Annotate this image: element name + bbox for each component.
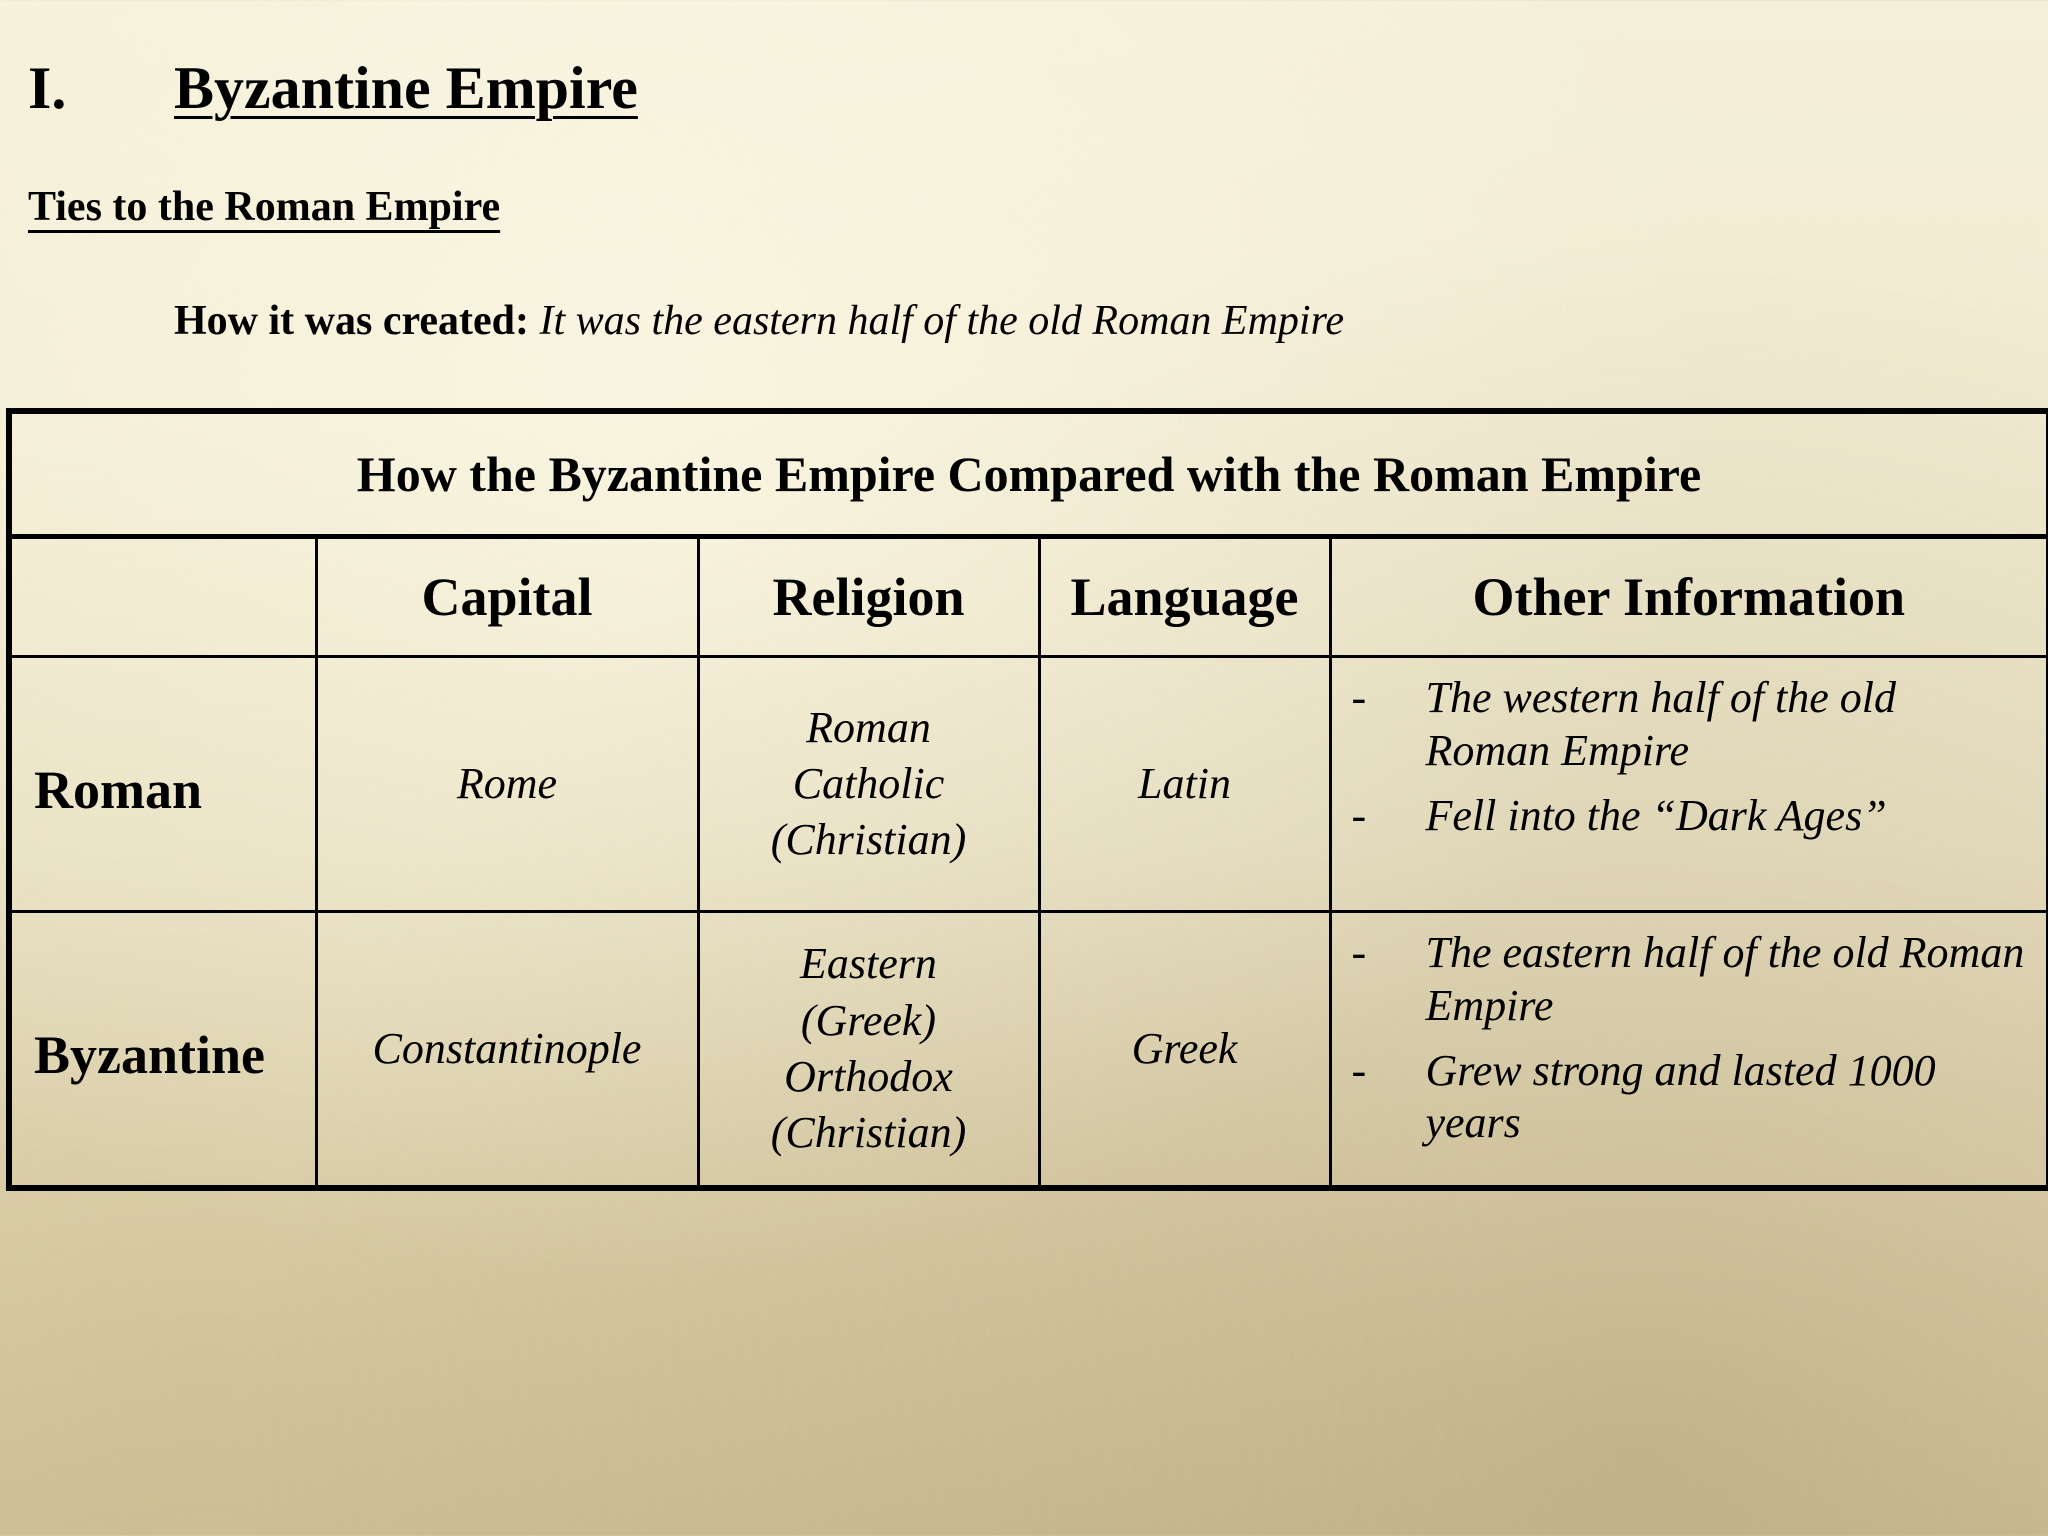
row-label-roman: Roman bbox=[9, 657, 316, 912]
subheading: Ties to the Roman Empire bbox=[28, 184, 501, 230]
religion-cell bbox=[698, 657, 1039, 912]
list-item bbox=[1352, 672, 2031, 778]
header-language: Language bbox=[1039, 537, 1330, 657]
header-other-information: Other Information bbox=[1330, 537, 2048, 657]
language-cell: Greek bbox=[1039, 912, 1330, 1189]
dash-bullet: - bbox=[1351, 673, 1367, 722]
other-info-cell bbox=[1330, 912, 2048, 1189]
info-text: The eastern half of the old Roman Empire bbox=[1425, 928, 2025, 1030]
info-text: Fell into the “Dark Ages” bbox=[1425, 790, 1887, 840]
language-cell: Latin bbox=[1039, 657, 1330, 912]
dash-bullet: - bbox=[1351, 1045, 1367, 1095]
info-text: Grew strong and lasted 1000 years bbox=[1425, 1045, 1936, 1148]
table-row bbox=[9, 657, 2048, 912]
table-caption: How the Byzantine Empire Compared with the Roman Empire bbox=[9, 411, 2048, 537]
list-item bbox=[1352, 1045, 2031, 1151]
religion-line: Orthodox bbox=[784, 1052, 953, 1101]
dash-bullet: - bbox=[1351, 790, 1367, 840]
table-row bbox=[9, 912, 2048, 1189]
religion-line: Eastern bbox=[800, 939, 937, 989]
creation-label: How it was created: bbox=[174, 298, 529, 344]
creation-value: It was the eastern half of the old Roman Empire bbox=[539, 298, 1345, 344]
list-item bbox=[1352, 927, 2031, 1033]
page-title bbox=[28, 55, 638, 121]
religion-line: Roman bbox=[806, 702, 931, 752]
dash-bullet: - bbox=[1351, 928, 1367, 977]
info-text: The western half of the old Roman Empire bbox=[1425, 673, 1897, 775]
section-title: Byzantine Empire bbox=[174, 55, 638, 121]
creation-statement bbox=[174, 300, 1344, 342]
header-religion: Religion bbox=[698, 537, 1039, 657]
religion-line: (Christian) bbox=[770, 815, 967, 865]
religion-line: (Christian) bbox=[770, 1108, 967, 1158]
table-caption-row bbox=[9, 411, 2048, 537]
header-capital: Capital bbox=[316, 537, 698, 657]
religion-line: (Greek) bbox=[800, 995, 937, 1045]
comparison-table bbox=[6, 408, 2048, 1191]
list-item bbox=[1352, 790, 2031, 843]
other-info-cell bbox=[1330, 657, 2048, 912]
capital-cell: Rome bbox=[316, 657, 698, 912]
religion-cell bbox=[698, 912, 1039, 1189]
row-label-byzantine: Byzantine bbox=[9, 912, 316, 1189]
capital-cell: Constantinople bbox=[316, 912, 698, 1189]
header-empty bbox=[9, 537, 316, 657]
religion-line: Catholic bbox=[792, 758, 945, 808]
table-header-row bbox=[9, 537, 2048, 657]
info-list bbox=[1352, 927, 2031, 1150]
info-list bbox=[1352, 672, 2031, 842]
section-number: I. bbox=[28, 55, 67, 121]
